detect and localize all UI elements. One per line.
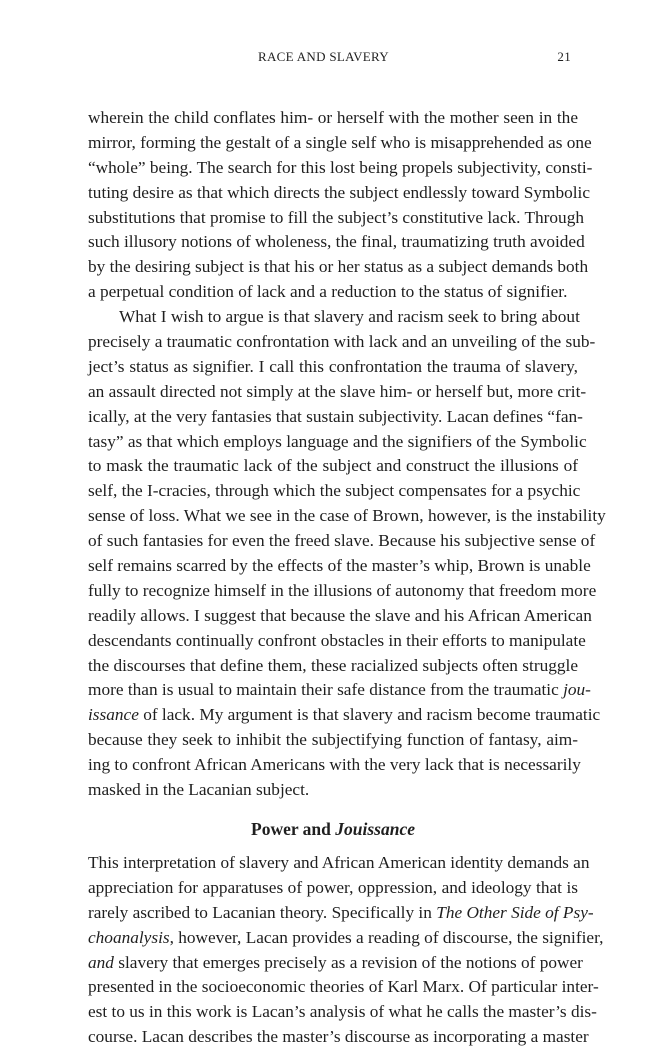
paragraph-3 [88,851,604,1050]
book-title: choanalysis [88,927,170,947]
paragraph-2 [88,305,606,803]
page-number: 21 [557,49,571,64]
text-line: ject’s status as signifier. I call this confrontation the trauma of slavery, [88,356,578,376]
heading-italic: Jouissance [335,818,415,839]
text-line: mirror, forming the gestalt of a single self who is misapprehended as one [88,132,592,152]
text-line: What I wish to argue is that slavery and racism seek to bring about [119,307,580,327]
text-line: presented in the socioeconomic theories of Karl Marx. Of particular inter- [88,977,599,997]
text-line: to mask the traumatic lack of the subject and construct the illusions of [88,456,578,476]
text-line: tasy” as that which employs language and the signifiers of the Symbolic [88,431,587,451]
italic-term: jou- [563,680,591,700]
text-line [88,703,601,728]
text-line [88,926,604,951]
text-line: tuting desire as that which directs the subject endlessly toward Symbolic [88,182,591,202]
book-title: The Other Side of Psy- [436,902,594,922]
text-line: a perpetual condition of lack and a reduction to the status of signifier. [88,282,568,302]
text-segment: , however, Lacan provides a reading of discourse, the signifier, [169,927,604,947]
text-line: by the desiring subject is that his or her status as a subject demands both [88,257,589,277]
text-line: masked in the Lacanian subject. [88,780,310,800]
section-heading [88,817,578,841]
text-line: readily allows. I suggest that because the slave and his African American [88,605,592,625]
text-line: wherein the child conflates him- or herself with the mother seen in the [88,108,578,127]
text-line: ing to confront African Americans with the very lack that is necessarily [88,755,581,775]
text-line: self, the I-cracies, through which the subject compensates for a psychic [88,481,581,501]
text-line: est to us in this work is Lacan’s analysis of what he calls the master’s dis- [88,1002,597,1022]
text-line: of such fantasies for even the freed slave. Because his subjective sense of [88,531,596,551]
body-text [88,106,606,1050]
text-line: This interpretation of slavery and African American identity demands an [88,852,590,872]
text-line: “whole” being. The search for this lost being propels subjectivity, consti- [88,157,593,177]
text-line: because they seek to inhibit the subjectifying function of fantasy, aim- [88,730,578,750]
text-line: precisely a traumatic confrontation with lack and an unveiling of the sub- [88,332,596,352]
text-line: such illusory notions of wholeness, the final, traumatizing truth avoided [88,232,585,252]
text-line: course. Lacan describes the master’s discourse as incorporating a master [88,1027,589,1047]
text-segment: rarely ascribed to Lacanian theory. Specifically in [88,902,437,922]
section-gap [88,803,578,817]
text-line: self remains scarred by the effects of the master’s whip, Brown is unable [88,556,591,576]
text-line: sense of loss. What we see in the case of Brown, however, is the instability [88,506,606,526]
text-line: the discourses that define them, these racialized subjects often struggle [88,655,578,675]
text-line [88,951,583,976]
emphasis: and [88,952,114,972]
text-line: appreciation for apparatuses of power, oppression, and ideology that is [88,877,578,897]
text-line [88,678,591,703]
text-line: ically, at the very fantasies that sustain subjectivity. Lacan defines “fan- [88,406,583,426]
paragraph-1 [88,106,593,305]
italic-term: issance [88,705,139,725]
text-line: descendants continually confront obstacles in their efforts to manipulate [88,630,586,650]
text-line: fully to recognize himself in the illusions of autonomy that freedom more [88,580,597,600]
text-segment: of lack. My argument is that slavery and racism become traumatic [138,705,601,725]
heading-text: Power and [251,818,336,839]
running-title: RACE AND SLAVERY [258,49,389,64]
text-line: an assault directed not simply at the slave him- or herself but, more crit- [88,381,587,401]
text-line [88,901,594,926]
text-line: substitutions that promise to fill the subject’s constitutive lack. Through [88,207,584,227]
text-segment: slavery that emerges precisely as a revision of the notions of power [113,952,583,972]
text-segment: more than is usual to maintain their safe distance from the traumatic [88,680,564,700]
